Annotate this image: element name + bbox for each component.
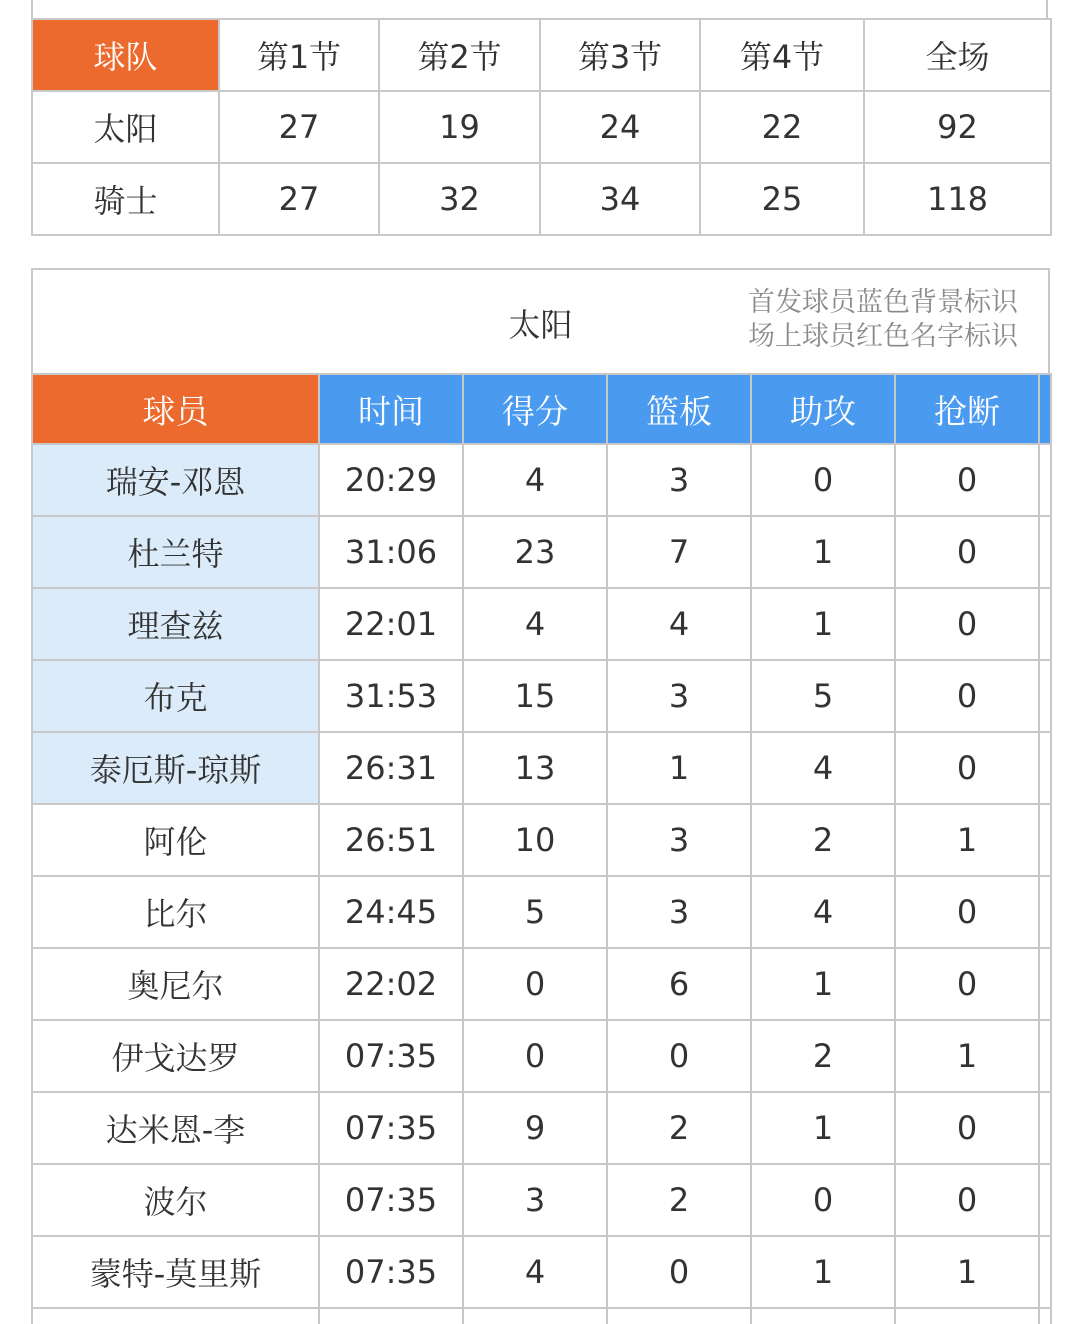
score-q3: 24 [540,91,700,163]
table-row [32,1236,1051,1308]
player-name: 瑞安-邓恩 [32,444,319,516]
score-header-q4: 第4节 [700,19,864,91]
player-time: 20:29 [319,444,463,516]
table-row [32,876,1051,948]
score-table-top-edge [31,0,1048,18]
player-assists: 4 [751,876,895,948]
stats-header-points: 得分 [463,374,607,444]
cut-off-cell [751,1308,895,1324]
overflow-cell [1039,1092,1051,1164]
table-row [32,804,1051,876]
quarter-score-table [31,18,1052,236]
player-stats-table [31,373,1052,1324]
player-time: 22:02 [319,948,463,1020]
player-rebounds: 3 [607,876,751,948]
player-assists: 2 [751,1020,895,1092]
player-time: 07:35 [319,1164,463,1236]
overflow-cell [1039,804,1051,876]
stats-header-rebounds: 篮板 [607,374,751,444]
player-points: 4 [463,444,607,516]
overflow-cell [1039,1236,1051,1308]
score-row [32,163,1051,235]
score-header-q3: 第3节 [540,19,700,91]
score-q1: 27 [219,163,379,235]
player-assists: 0 [751,444,895,516]
player-time: 07:35 [319,1236,463,1308]
score-q4: 25 [700,163,864,235]
player-assists: 5 [751,660,895,732]
player-steals: 0 [895,876,1039,948]
score-total: 92 [864,91,1051,163]
player-points: 15 [463,660,607,732]
player-points: 23 [463,516,607,588]
table-row [32,1164,1051,1236]
cut-off-cell [1039,1308,1051,1324]
player-assists: 1 [751,1092,895,1164]
table-row [32,588,1051,660]
stats-body [32,444,1051,1324]
player-assists: 1 [751,588,895,660]
table-row [32,1020,1051,1092]
player-steals: 0 [895,588,1039,660]
player-steals: 0 [895,660,1039,732]
box-score-header [31,268,1050,374]
player-steals: 0 [895,732,1039,804]
player-steals: 0 [895,516,1039,588]
player-name: 奥尼尔 [32,948,319,1020]
player-rebounds: 3 [607,804,751,876]
score-q4: 22 [700,91,864,163]
player-points: 4 [463,588,607,660]
stats-header-time: 时间 [319,374,463,444]
score-q2: 32 [379,163,540,235]
cut-off-cell [32,1308,319,1324]
score-header-total: 全场 [864,19,1051,91]
player-rebounds: 0 [607,1236,751,1308]
player-name: 理查兹 [32,588,319,660]
player-rebounds: 7 [607,516,751,588]
player-steals: 0 [895,948,1039,1020]
player-steals: 1 [895,1020,1039,1092]
player-rebounds: 4 [607,588,751,660]
score-q3: 34 [540,163,700,235]
player-rebounds: 0 [607,1020,751,1092]
player-name: 达米恩-李 [32,1092,319,1164]
player-name: 蒙特-莫里斯 [32,1236,319,1308]
table-row [32,516,1051,588]
overflow-cell [1039,732,1051,804]
player-steals: 1 [895,804,1039,876]
overflow-cell [1039,444,1051,516]
player-name: 波尔 [32,1164,319,1236]
legend-starter-note: 首发球员蓝色背景标识 [748,287,1018,318]
player-points: 4 [463,1236,607,1308]
stats-header-player: 球员 [32,374,319,444]
stats-header-assists: 助攻 [751,374,895,444]
player-rebounds: 3 [607,660,751,732]
overflow-cell [1039,588,1051,660]
player-steals: 0 [895,1092,1039,1164]
overflow-cell [1039,948,1051,1020]
legend-oncourt-note: 场上球员红色名字标识 [748,321,1018,352]
player-name: 比尔 [32,876,319,948]
box-team-name: 太阳 [508,306,573,344]
player-rebounds: 2 [607,1164,751,1236]
player-name: 伊戈达罗 [32,1020,319,1092]
player-assists: 1 [751,948,895,1020]
player-rebounds: 3 [607,444,751,516]
score-row [32,91,1051,163]
stats-header-overflow [1039,374,1051,444]
score-header-team: 球队 [32,19,219,91]
player-assists: 0 [751,1164,895,1236]
player-name: 泰厄斯-琼斯 [32,732,319,804]
score-header-q2: 第2节 [379,19,540,91]
player-steals: 1 [895,1236,1039,1308]
player-name: 布克 [32,660,319,732]
player-name: 杜兰特 [32,516,319,588]
cut-off-cell [607,1308,751,1324]
stats-header-steals: 抢断 [895,374,1039,444]
overflow-cell [1039,660,1051,732]
player-assists: 1 [751,516,895,588]
cut-off-cell [463,1308,607,1324]
player-steals: 0 [895,1164,1039,1236]
player-points: 10 [463,804,607,876]
table-row [32,948,1051,1020]
table-row [32,732,1051,804]
player-time: 31:53 [319,660,463,732]
legend [748,286,1018,354]
player-assists: 1 [751,1236,895,1308]
overflow-cell [1039,516,1051,588]
player-points: 0 [463,948,607,1020]
score-q2: 19 [379,91,540,163]
overflow-cell [1039,1020,1051,1092]
overflow-cell [1039,876,1051,948]
score-q1: 27 [219,91,379,163]
player-time: 07:35 [319,1092,463,1164]
player-name: 阿伦 [32,804,319,876]
player-points: 13 [463,732,607,804]
player-rebounds: 2 [607,1092,751,1164]
player-time: 07:35 [319,1020,463,1092]
score-team-name: 太阳 [32,91,219,163]
player-points: 5 [463,876,607,948]
player-time: 26:51 [319,804,463,876]
cut-off-cell [319,1308,463,1324]
table-row [32,444,1051,516]
score-team-name: 骑士 [32,163,219,235]
cut-off-cell [895,1308,1039,1324]
player-assists: 4 [751,732,895,804]
player-time: 22:01 [319,588,463,660]
table-row [32,1308,1051,1324]
score-header-q1: 第1节 [219,19,379,91]
score-total: 118 [864,163,1051,235]
player-time: 24:45 [319,876,463,948]
overflow-cell [1039,1164,1051,1236]
player-rebounds: 1 [607,732,751,804]
stats-header-row [32,374,1051,444]
table-row [32,1092,1051,1164]
score-header-row [32,19,1051,91]
player-time: 26:31 [319,732,463,804]
player-points: 9 [463,1092,607,1164]
player-points: 3 [463,1164,607,1236]
player-points: 0 [463,1020,607,1092]
table-row [32,660,1051,732]
player-assists: 2 [751,804,895,876]
player-rebounds: 6 [607,948,751,1020]
player-time: 31:06 [319,516,463,588]
player-steals: 0 [895,444,1039,516]
